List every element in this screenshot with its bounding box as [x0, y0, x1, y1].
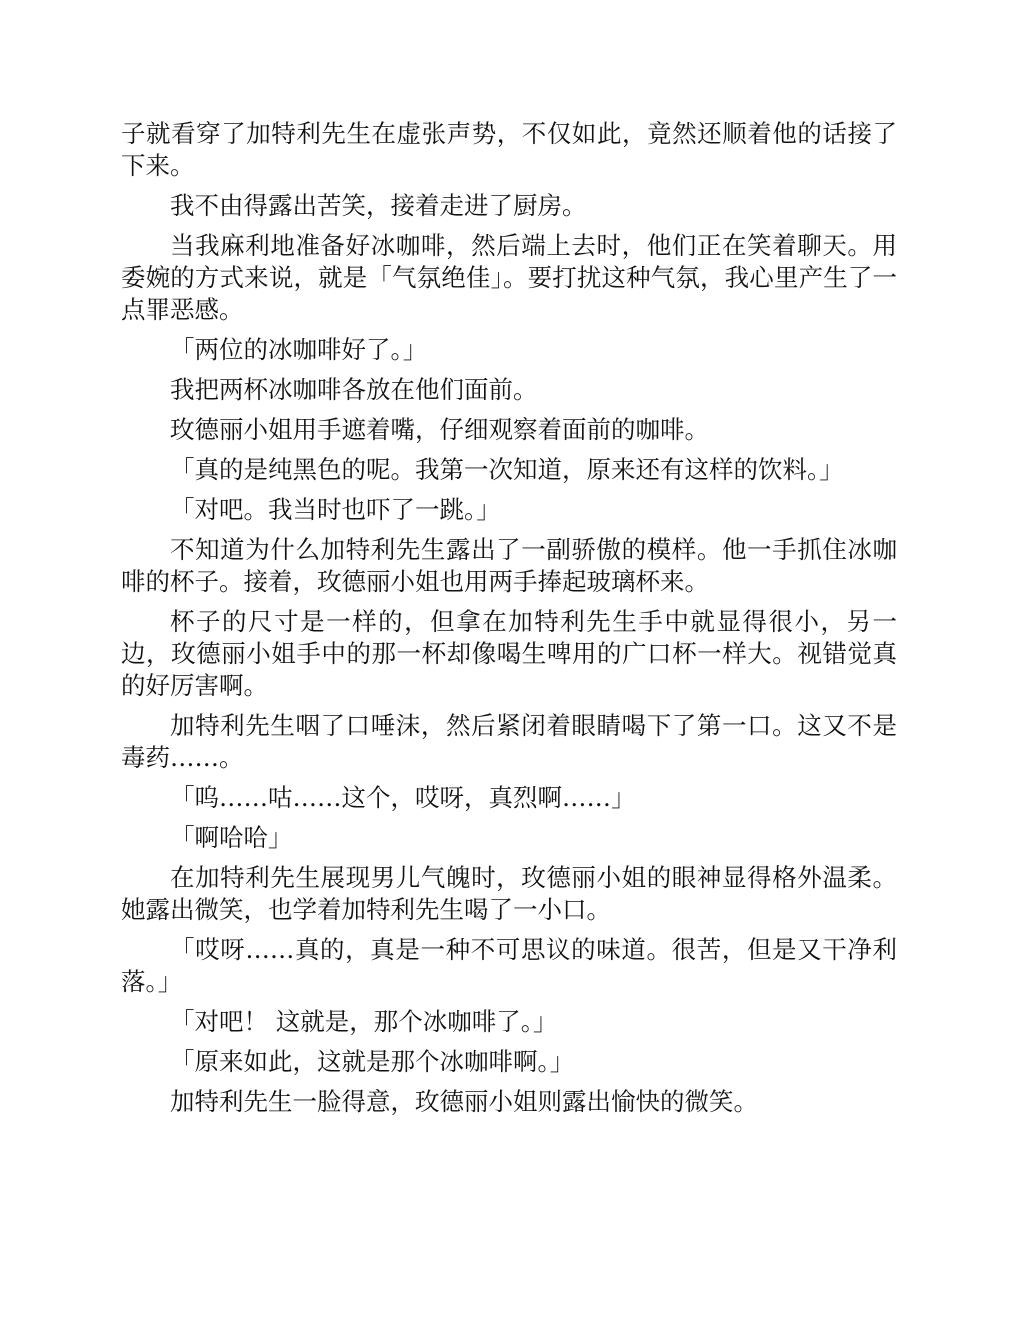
paragraph-1: 子就看穿了加特利先生在虚张声势，不仅如此，竟然还顺着他的话接了下来。 — [121, 119, 897, 180]
paragraph-5: 我把两杯冰咖啡各放在他们面前。 — [170, 375, 538, 404]
paragraph-7: 「真的是纯黑色的呢。我第一次知道，原来还有这样的饮料。」 — [170, 455, 844, 484]
paragraph-4: 「两位的冰咖啡好了。」 — [170, 335, 428, 364]
paragraph-8: 「对吧。我当时也吓了一跳。」 — [170, 495, 501, 524]
paragraph-14: 在加特利先生展现男儿气魄时，玫德丽小姐的眼神显得格外温柔。她露出微笑，也学着加特利先生喝了一小口。 — [121, 863, 897, 924]
paragraph-11: 加特利先生咽了口唾沫，然后紧闭着眼睛喝下了第一口。这又不是毒药……。 — [121, 711, 897, 772]
paragraph-9: 不知道为什么加特利先生露出了一副骄傲的模样。他一手抓住冰咖啡的杯子。接着，玫德丽小姐也用两手捧起玻璃杯来。 — [121, 535, 897, 596]
paragraph-18: 加特利先生一脸得意，玫德丽小姐则露出愉快的微笑。 — [170, 1087, 758, 1116]
paragraph-16: 「对吧！ 这就是，那个冰咖啡了。」 — [170, 1007, 558, 1036]
paragraph-15: 「哎呀……真的，真是一种不可思议的味道。很苦，但是又干净利落。」 — [121, 935, 897, 996]
paragraph-6: 玫德丽小姐用手遮着嘴，仔细观察着面前的咖啡。 — [170, 415, 709, 444]
paragraph-3: 当我麻利地准备好冰咖啡，然后端上去时，他们正在笑着聊天。用委婉的方式来说，就是「气氛绝佳」。要打扰这种气氛，我心里产生了一点罪恶感。 — [121, 231, 897, 324]
page-body — [121, 118, 897, 1126]
paragraph-10: 杯子的尺寸是一样的，但拿在加特利先生手中就显得很小，另一边，玫德丽小姐手中的那一杯却像喝生啤用的广口杯一样大。视错觉真的好厉害啊。 — [121, 607, 897, 700]
paragraph-2: 我不由得露出苦笑，接着走进了厨房。 — [170, 191, 587, 220]
paragraph-13: 「啊哈哈」 — [170, 823, 293, 852]
paragraph-17: 「原来如此，这就是那个冰咖啡啊。」 — [170, 1047, 575, 1076]
paragraph-12: 「呜……咕……这个，哎呀，真烈啊……」 — [170, 783, 636, 812]
